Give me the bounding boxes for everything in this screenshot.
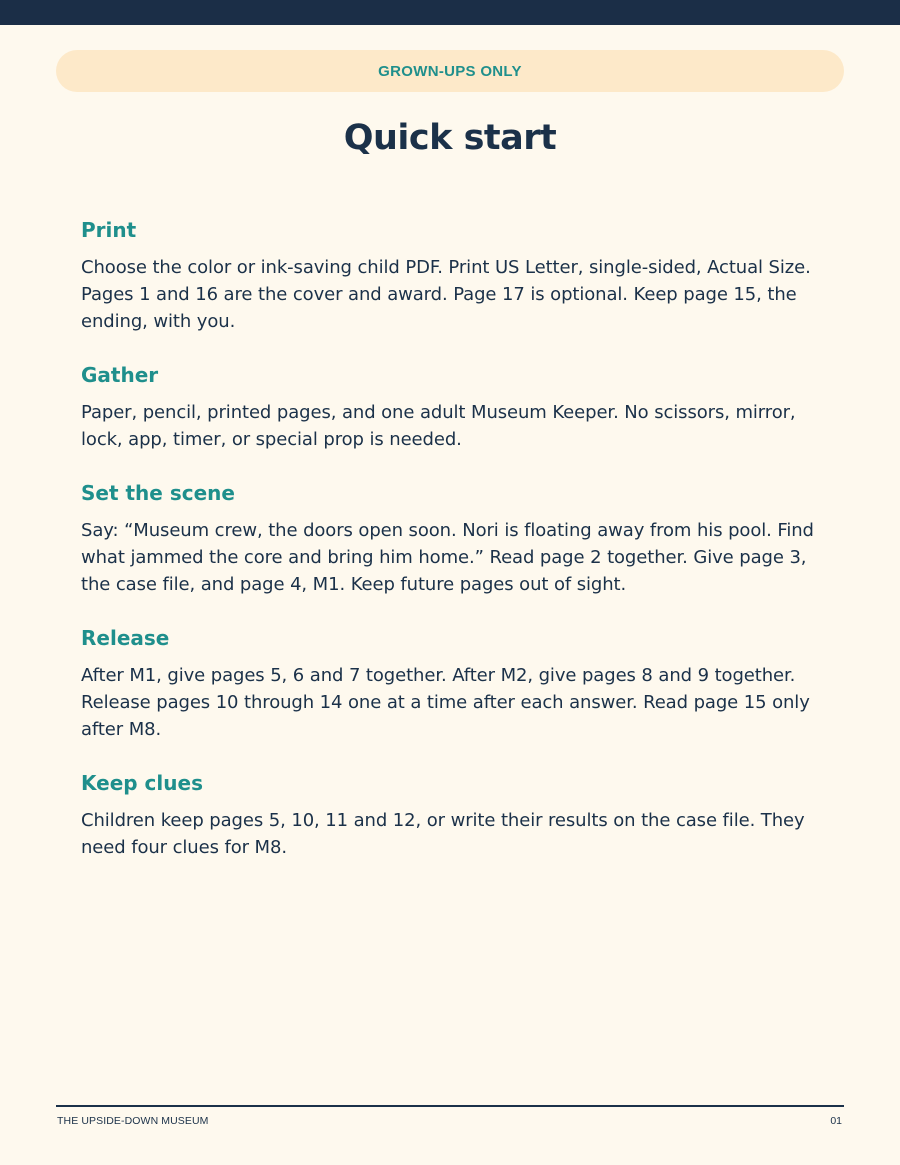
section-keep-clues bbox=[81, 767, 826, 861]
section-set-the-scene bbox=[81, 477, 826, 598]
section-gather bbox=[81, 359, 826, 453]
footer-divider bbox=[56, 1105, 844, 1107]
instructions bbox=[81, 214, 826, 885]
top-bar bbox=[0, 0, 900, 25]
section-body: Say: “Museum crew, the doors open soon. Nori is floating away from his pool. Find what jammed the core and bring him home.” Read page 2 together. Give page 3, the case file, and page 4, M1. Keep future pages out of sight. bbox=[81, 520, 814, 595]
page-number: 01 bbox=[830, 1115, 842, 1127]
audience-label: GROWN-UPS ONLY bbox=[378, 62, 522, 80]
section-heading: Print bbox=[81, 218, 137, 242]
section-release bbox=[81, 622, 826, 743]
section-heading: Release bbox=[81, 626, 170, 650]
section-body: Paper, pencil, printed pages, and one adult Museum Keeper. No scissors, mirror, lock, app, timer, or special prop is needed. bbox=[81, 402, 796, 450]
audience-banner bbox=[56, 50, 844, 92]
section-body: Choose the color or ink-saving child PDF. Print US Letter, single-sided, Actual Size. Pages 1 and 16 are the cover and award. Page 17 is optional. Keep page 15, the ending, with you. bbox=[81, 257, 811, 332]
section-print bbox=[81, 214, 826, 335]
section-heading: Keep clues bbox=[81, 771, 203, 795]
page-title: Quick start bbox=[343, 118, 557, 158]
section-heading: Gather bbox=[81, 363, 159, 387]
section-body: Children keep pages 5, 10, 11 and 12, or write their results on the case file. They need four clues for M8. bbox=[81, 810, 805, 858]
section-heading: Set the scene bbox=[81, 481, 235, 505]
footer-book-title: THE UPSIDE-DOWN MUSEUM bbox=[57, 1115, 209, 1127]
section-body: After M1, give pages 5, 6 and 7 together. After M2, give pages 8 and 9 together. Release pages 10 through 14 one at a time after each answer. Read page 15 only after M8. bbox=[81, 665, 810, 740]
